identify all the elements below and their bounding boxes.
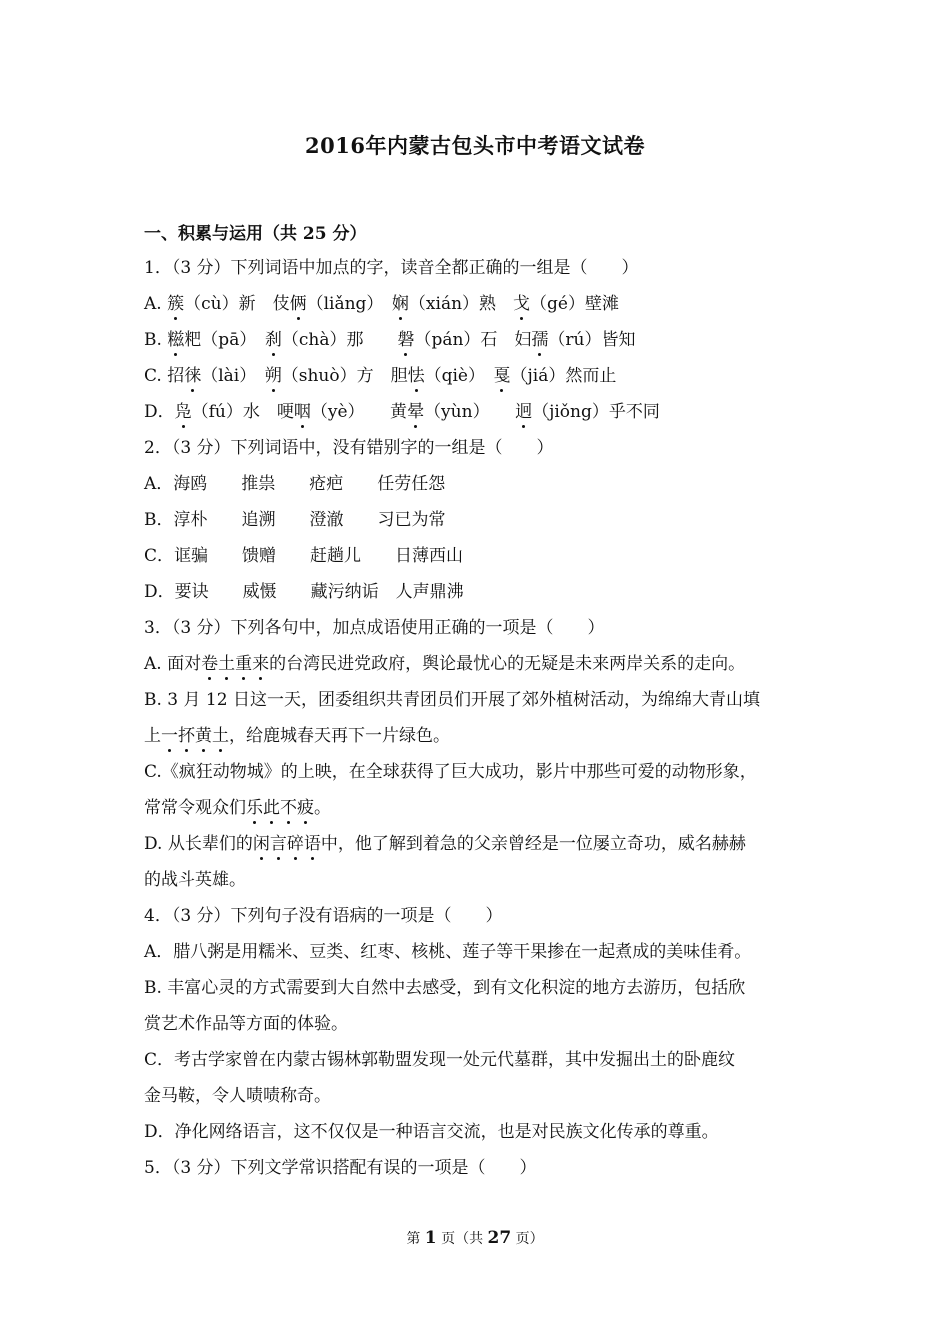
question-2-option-d: D．要诀 威慑 藏污纳诟 人声鼎沸: [144, 582, 464, 602]
dotted-char: 一: [161, 726, 178, 746]
question-2-option-b: B．淳朴 追溯 澄澈 习已为常: [144, 510, 446, 530]
dotted-char: 俩: [289, 294, 307, 314]
question-1-option-a: A. 簇（cù）新 伎俩（liǎng） 娴（xián）熟 戈（gé）壁滩: [144, 294, 619, 314]
dotted-char: 朔: [264, 366, 282, 386]
question-3-stem: 3．（3 分）下列各句中，加点成语使用正确的一项是（ ）: [144, 618, 605, 638]
dotted-char: 黄: [195, 726, 212, 746]
question-4-stem: 4．（3 分）下列句子没有语病的一项是（ ）: [144, 906, 503, 926]
question-1-option-d: D．凫（fú）水 哽咽（yè） 黄晕（yùn） 迥（jiǒng）乎不同: [144, 402, 660, 422]
question-3-option-a: A. 面对卷土重来的台湾民进党政府，舆论最忧心的无疑是未来两岸关系的走向。: [144, 654, 746, 674]
dotted-char: 来: [252, 654, 270, 674]
dotted-char: 刹: [264, 330, 282, 350]
dotted-char: 言: [269, 834, 287, 854]
question-2-option-a: A．海鸥 推祟 疮疤 任劳任怨: [144, 474, 446, 494]
question-3-option-c-line-1: C.《疯狂动物城》的上映，在全球获得了巨大成功，影片中那些可爱的动物形象，: [144, 762, 757, 782]
dotted-char: 孺: [531, 330, 549, 350]
dotted-char: 碎: [286, 834, 304, 854]
question-4-option-b-line-1: B. 丰富心灵的方式需要到大自然中去感受，到有文化积淀的地方去游历，包括欣: [144, 978, 746, 998]
question-1-option-c: C. 招徕（lài） 朔（shuò）方 胆怯（qiè） 戛（jiá）然而止: [144, 366, 617, 386]
question-1-stem: 1．（3 分）下列词语中加点的字，读音全都正确的一组是（ ）: [144, 258, 639, 278]
question-2-stem: 2．（3 分）下列词语中，没有错别字的一组是（ ）: [144, 438, 554, 458]
dotted-idiom: [246, 798, 314, 818]
question-4-option-c-line-2: 金马鞍，令人啧啧称奇。: [144, 1086, 331, 1106]
question-3-option-d-line-2: 的战斗英雄。: [144, 870, 246, 890]
dotted-char: 语: [303, 834, 321, 854]
dotted-char: 凫: [174, 402, 192, 422]
dotted-char: 簇: [167, 294, 185, 314]
dotted-char: 抔: [178, 726, 195, 746]
question-2-option-c: C．诓骗 馈赠 赶趟儿 日薄西山: [144, 546, 464, 566]
question-4-option-c-line-1: C．考古学家曾在内蒙古锡林郭勒盟发现一处元代墓群，其中发掘出土的卧鹿纹: [144, 1050, 736, 1070]
current-page-number: 1: [424, 1228, 437, 1248]
dotted-char: 戈: [513, 294, 531, 314]
dotted-char: 戛: [493, 366, 511, 386]
question-1-option-b: B. 糍粑（pā） 刹（chà）那 磐（pán）石 妇孺（rú）皆知: [144, 330, 636, 350]
question-4-option-d: D．净化网络语言，这不仅仅是一种语言交流，也是对民族文化传承的尊重。: [144, 1122, 719, 1142]
dotted-char: 不: [280, 798, 297, 818]
dotted-char: 疲: [297, 798, 314, 818]
dotted-char: 卷: [201, 654, 219, 674]
dotted-char: 咽: [293, 402, 311, 422]
dotted-char: 乐: [246, 798, 263, 818]
question-3-option-b-line-2: 上一抔黄土，给鹿城春天再下一片绿色。: [144, 726, 450, 746]
dotted-idiom: [161, 726, 229, 746]
total-page-count: 27: [487, 1228, 512, 1248]
dotted-idiom: [201, 654, 269, 674]
dotted-char: 娴: [391, 294, 409, 314]
page-footer: 第 1 页（共 27 页）: [406, 1228, 544, 1248]
question-5-stem: 5．（3 分）下列文学常识搭配有误的一项是（ ）: [144, 1158, 537, 1178]
dotted-char: 此: [263, 798, 280, 818]
question-3-option-d-line-1: D. 从长辈们的闲言碎语中，他了解到着急的父亲曾经是一位屡立奇功，威名赫赫: [144, 834, 746, 854]
page-title: 2016年内蒙古包头市中考语文试卷: [305, 133, 645, 158]
exam-content: [144, 222, 824, 1192]
dotted-char: 晕: [407, 402, 425, 422]
dotted-char: 徕: [184, 366, 202, 386]
dotted-idiom: [253, 834, 321, 854]
dotted-char: 迥: [515, 402, 533, 422]
question-4-option-b-line-2: 赏艺术作品等方面的体验。: [144, 1014, 348, 1034]
dotted-char: 磐: [397, 330, 415, 350]
dotted-char: 怯: [407, 366, 425, 386]
question-4-option-a: A．腊八粥是用糯米、豆类、红枣、核桃、莲子等干果掺在一起煮成的美味佳肴。: [144, 942, 752, 962]
section-heading: 一、积累与运用（共 25 分）: [144, 224, 367, 244]
dotted-char: 糍: [167, 330, 185, 350]
dotted-char: 土: [218, 654, 236, 674]
dotted-char: 闲: [252, 834, 270, 854]
dotted-char: 土: [212, 726, 229, 746]
question-3-option-b-line-1: B. 3 月 12 日这一天，团委组织共青团员们开展了郊外植树活动，为绵绵大青山填: [144, 690, 760, 710]
question-3-option-c-line-2: 常常令观众们乐此不疲。: [144, 798, 331, 818]
dotted-char: 重: [235, 654, 253, 674]
